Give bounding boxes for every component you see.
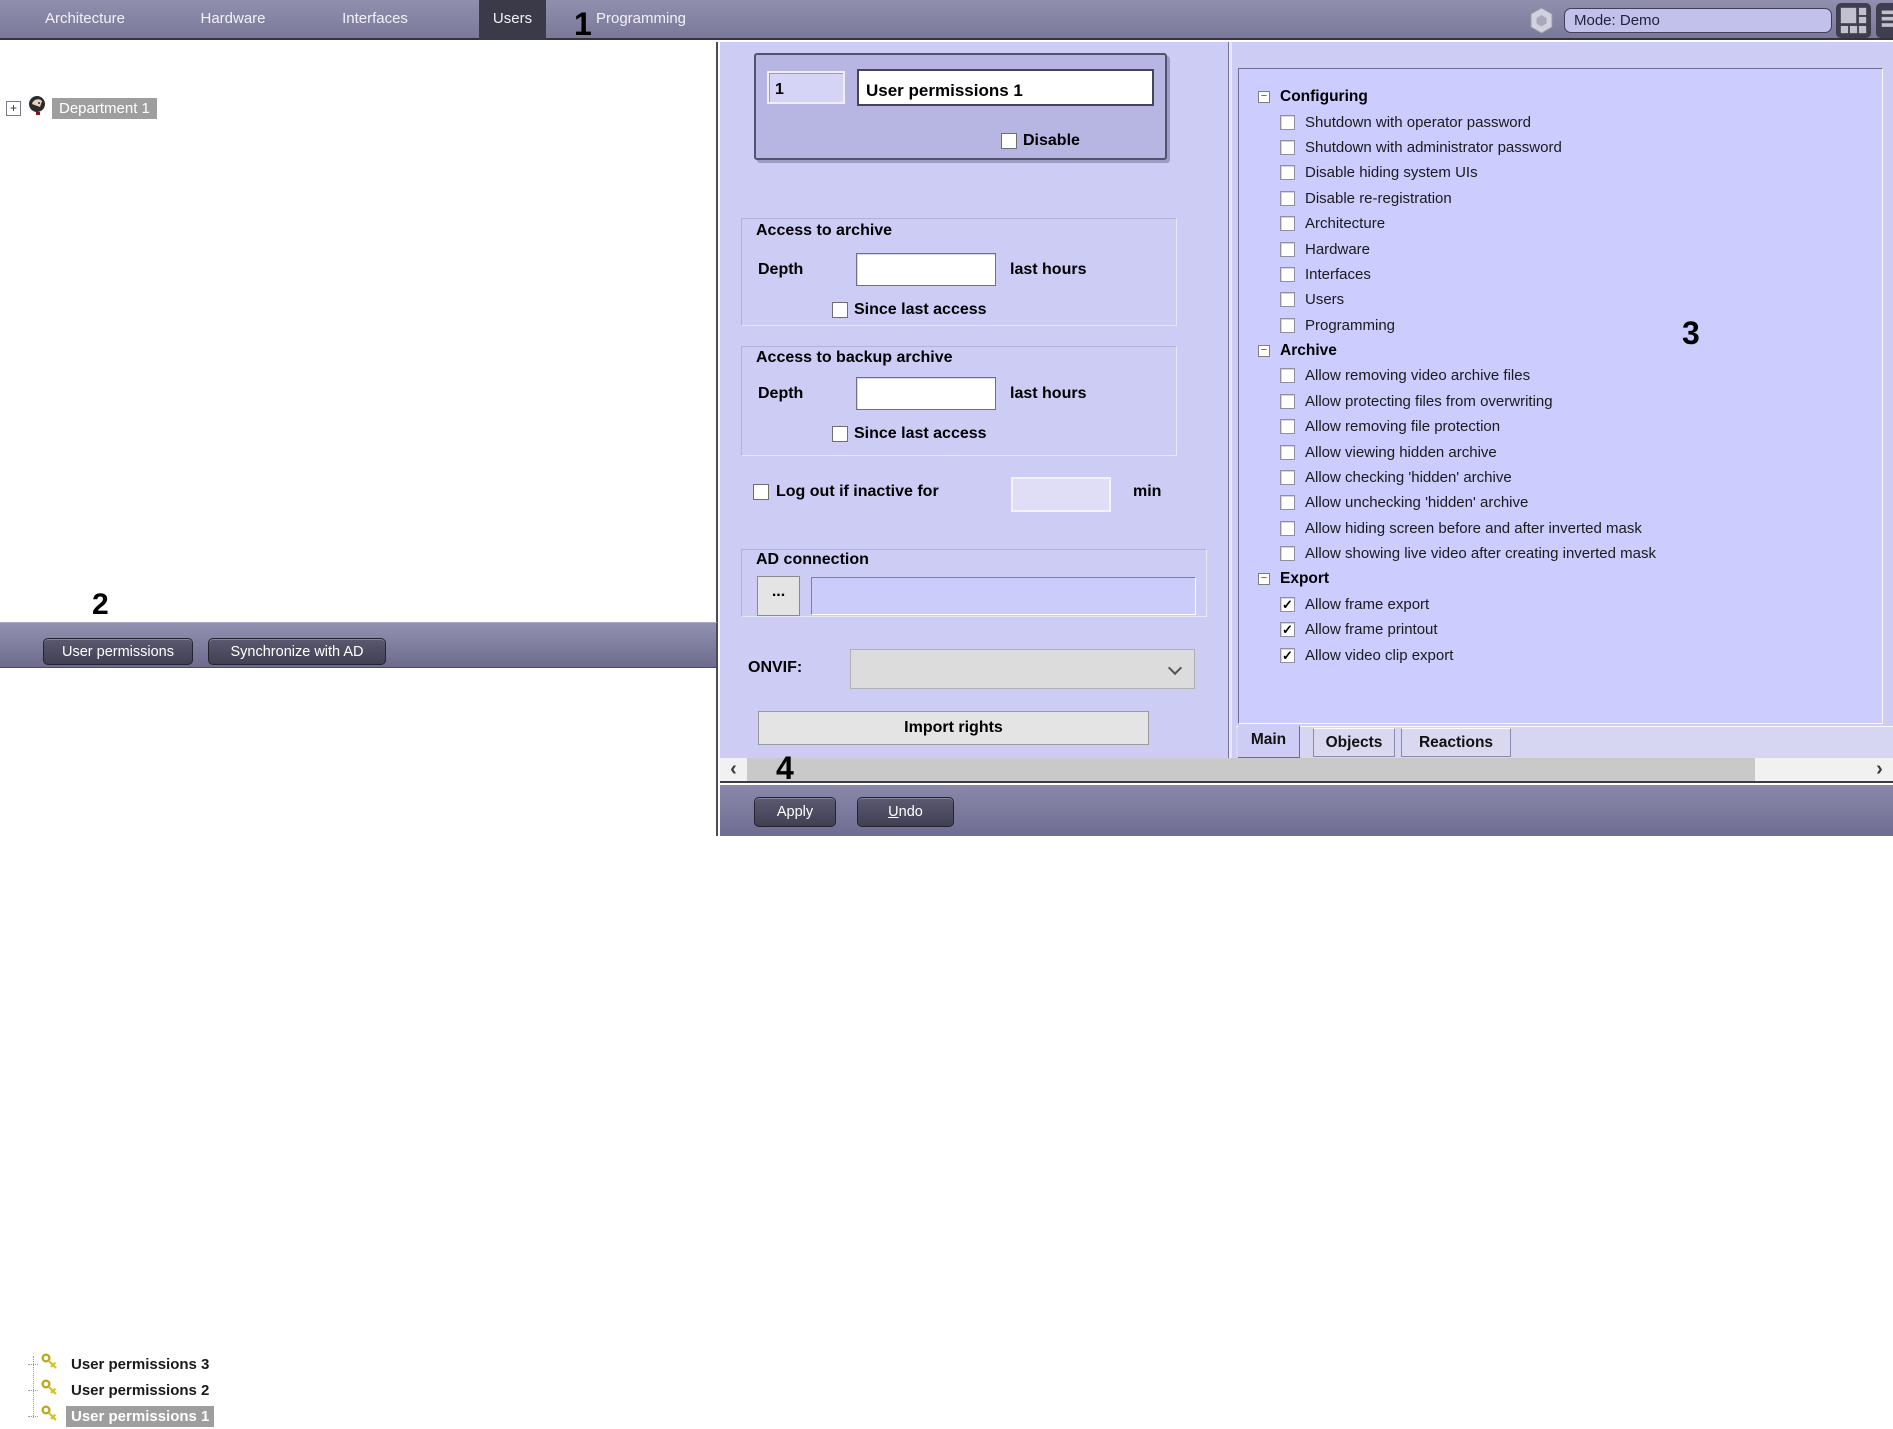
depth-label: Depth bbox=[758, 261, 804, 278]
annotation-1: 1 bbox=[574, 6, 592, 42]
since-last-access-label: Since last access bbox=[854, 425, 987, 442]
permission-label: Users bbox=[1305, 291, 1345, 309]
permission-row[interactable] bbox=[1239, 236, 1882, 261]
tab-objects[interactable]: Objects bbox=[1313, 728, 1395, 757]
permission-row[interactable] bbox=[1239, 439, 1882, 464]
list-item-selected[interactable] bbox=[28, 1404, 214, 1428]
permission-label: Allow unchecking 'hidden' archive bbox=[1305, 494, 1529, 512]
permission-row[interactable] bbox=[1239, 592, 1882, 617]
inactive-minutes-input[interactable] bbox=[1011, 477, 1111, 512]
checkbox-unchecked[interactable] bbox=[1280, 445, 1295, 460]
import-rights-button[interactable]: Import rights bbox=[758, 711, 1149, 745]
permission-row[interactable] bbox=[1239, 211, 1882, 236]
expand-plus-icon[interactable]: + bbox=[6, 101, 21, 116]
user-permissions-list bbox=[0, 668, 718, 1425]
permission-label: Allow showing live video after creating inverted mask bbox=[1305, 545, 1656, 563]
since-last-access-label: Since last access bbox=[854, 301, 987, 318]
checkbox-unchecked[interactable] bbox=[1280, 495, 1295, 510]
checkbox-unchecked[interactable] bbox=[1280, 267, 1295, 282]
permission-row[interactable] bbox=[1239, 490, 1882, 515]
permission-row[interactable] bbox=[1239, 186, 1882, 211]
permission-label: Allow checking 'hidden' archive bbox=[1305, 469, 1512, 487]
checkbox-unchecked[interactable] bbox=[1280, 292, 1295, 307]
layout-grid-button[interactable] bbox=[1836, 3, 1871, 38]
since-last-access-checkbox[interactable] bbox=[832, 426, 848, 442]
ad-connection-input[interactable] bbox=[811, 577, 1196, 615]
permission-label: Allow frame printout bbox=[1305, 621, 1438, 639]
section-title: Configuring bbox=[1280, 87, 1368, 105]
tab-main[interactable]: Main bbox=[1238, 726, 1300, 758]
permission-row[interactable] bbox=[1239, 287, 1882, 312]
ad-browse-button[interactable]: ... bbox=[757, 576, 800, 616]
last-hours-label: last hours bbox=[1010, 261, 1087, 278]
checkbox-unchecked[interactable] bbox=[1280, 546, 1295, 561]
user-permissions-button[interactable]: User permissions bbox=[43, 638, 193, 665]
permission-row[interactable] bbox=[1239, 363, 1882, 388]
permission-row[interactable] bbox=[1239, 465, 1882, 490]
checkbox-unchecked[interactable] bbox=[1280, 318, 1295, 333]
permission-row[interactable] bbox=[1239, 541, 1882, 566]
permission-label: Allow hiding screen before and after inverted mask bbox=[1305, 519, 1642, 537]
list-item[interactable] bbox=[28, 1378, 214, 1402]
tab-reactions[interactable]: Reactions bbox=[1401, 728, 1511, 757]
undo-button[interactable]: Undo bbox=[857, 797, 954, 827]
permission-row[interactable] bbox=[1239, 389, 1882, 414]
min-label: min bbox=[1133, 483, 1162, 500]
tree-node-department[interactable] bbox=[6, 96, 157, 120]
tree-node-label[interactable]: Department 1 bbox=[52, 98, 157, 119]
section-title: Export bbox=[1280, 570, 1330, 588]
annotation-4: 4 bbox=[776, 750, 794, 786]
permission-label: Allow video clip export bbox=[1305, 646, 1454, 664]
ad-connection-title: AD connection bbox=[756, 551, 869, 568]
checkbox-checked[interactable]: ✓ bbox=[1280, 597, 1295, 612]
permission-label: Allow viewing hidden archive bbox=[1305, 443, 1497, 461]
annotation-3: 3 bbox=[1682, 315, 1700, 351]
permission-label: Interfaces bbox=[1305, 265, 1371, 283]
mode-indicator[interactable]: Mode: Demo bbox=[1564, 8, 1832, 33]
permission-label: Allow frame export bbox=[1305, 596, 1430, 613]
onvif-label: ONVIF: bbox=[748, 659, 803, 676]
footer-bar bbox=[720, 785, 1893, 836]
checkbox-unchecked[interactable] bbox=[1280, 216, 1295, 231]
checkbox-unchecked[interactable] bbox=[1280, 140, 1295, 155]
panel-divider-highlight bbox=[1229, 42, 1232, 758]
backup-depth-input[interactable] bbox=[856, 377, 996, 410]
since-last-access-checkbox[interactable] bbox=[832, 302, 848, 318]
person-icon bbox=[26, 94, 48, 123]
tree-section-header[interactable] bbox=[1239, 84, 1882, 109]
rights-tree bbox=[1238, 68, 1883, 724]
checkbox-unchecked[interactable] bbox=[1280, 368, 1295, 383]
checkbox-unchecked[interactable] bbox=[1280, 419, 1295, 434]
list-item-label[interactable]: User permissions 1 bbox=[66, 1406, 214, 1427]
disable-checkbox[interactable] bbox=[1001, 133, 1017, 149]
scroll-right-arrow[interactable]: › bbox=[1876, 758, 1883, 780]
checkbox-unchecked[interactable] bbox=[1280, 115, 1295, 130]
permission-label: Allow protecting files from overwriting bbox=[1305, 392, 1553, 410]
checkbox-unchecked[interactable] bbox=[1280, 242, 1295, 257]
checkbox-unchecked[interactable] bbox=[1280, 394, 1295, 409]
menu-list-button[interactable] bbox=[1876, 3, 1893, 38]
tab-hardware[interactable]: Hardware bbox=[200, 10, 266, 27]
chevron-down-icon bbox=[1168, 661, 1182, 675]
horizontal-scrollbar[interactable] bbox=[720, 758, 1893, 783]
collapse-minus-icon[interactable]: − bbox=[1258, 573, 1270, 585]
permission-label: Disable re-registration bbox=[1305, 189, 1452, 207]
tree-section-header[interactable] bbox=[1239, 338, 1882, 363]
permission-label: Disable hiding system UIs bbox=[1305, 164, 1478, 182]
tab-interfaces[interactable]: Interfaces bbox=[342, 10, 408, 27]
permission-label: Shutdown with operator password bbox=[1305, 113, 1531, 131]
key-icon bbox=[40, 1404, 60, 1429]
permission-label: Shutdown with administrator password bbox=[1305, 138, 1562, 156]
permission-label: Programming bbox=[1305, 316, 1396, 334]
permission-row[interactable] bbox=[1239, 109, 1882, 134]
scroll-left-arrow[interactable]: ‹ bbox=[730, 758, 737, 780]
depth-label: Depth bbox=[758, 385, 804, 402]
list-item[interactable] bbox=[28, 1352, 214, 1376]
tree-section-header[interactable] bbox=[1239, 566, 1882, 591]
checkbox-unchecked[interactable] bbox=[1280, 191, 1295, 206]
permission-row[interactable] bbox=[1239, 643, 1882, 668]
onvif-dropdown[interactable] bbox=[850, 649, 1195, 689]
access-archive-title: Access to archive bbox=[756, 222, 893, 239]
permission-label: Architecture bbox=[1305, 215, 1386, 233]
list-item-label[interactable]: User permissions 3 bbox=[71, 1355, 210, 1373]
logout-inactive-checkbox[interactable] bbox=[753, 484, 769, 500]
permission-label: Allow removing video archive files bbox=[1305, 367, 1531, 385]
grid-layout-icon bbox=[1839, 6, 1868, 35]
key-icon bbox=[40, 1378, 60, 1403]
apply-button[interactable]: Apply bbox=[754, 797, 836, 827]
top-navbar bbox=[0, 0, 1893, 40]
tab-programming[interactable]: Programming bbox=[595, 10, 687, 27]
scrollbar-thumb[interactable] bbox=[747, 758, 1755, 781]
key-icon bbox=[40, 1352, 60, 1377]
checkbox-checked[interactable]: ✓ bbox=[1280, 622, 1295, 637]
permission-row[interactable] bbox=[1239, 414, 1882, 439]
permission-label: Allow removing file protection bbox=[1305, 418, 1501, 436]
object-name-field[interactable] bbox=[857, 69, 1154, 106]
last-hours-label: last hours bbox=[1010, 385, 1087, 402]
permission-row[interactable] bbox=[1239, 313, 1882, 338]
tab-users[interactable]: Users bbox=[479, 0, 546, 40]
permissions-toolbar bbox=[0, 622, 718, 668]
disable-label: Disable bbox=[1023, 132, 1080, 149]
annotation-2: 2 bbox=[92, 588, 109, 621]
list-item-label[interactable]: User permissions 2 bbox=[71, 1381, 210, 1399]
checkbox-unchecked[interactable] bbox=[1280, 165, 1295, 180]
checkbox-unchecked[interactable] bbox=[1280, 470, 1295, 485]
department-tree-panel bbox=[0, 42, 718, 622]
permission-row[interactable] bbox=[1239, 160, 1882, 185]
archive-depth-input[interactable] bbox=[856, 253, 996, 286]
permission-row[interactable] bbox=[1239, 262, 1882, 287]
section-title: Archive bbox=[1280, 341, 1337, 359]
permission-row[interactable] bbox=[1239, 135, 1882, 160]
access-backup-title: Access to backup archive bbox=[756, 349, 953, 366]
tab-architecture[interactable]: Architecture bbox=[44, 10, 126, 27]
permission-label: Hardware bbox=[1305, 240, 1371, 258]
logout-inactive-label: Log out if inactive for bbox=[776, 483, 939, 500]
checkbox-checked[interactable]: ✓ bbox=[1280, 648, 1295, 663]
list-menu-icon bbox=[1879, 6, 1893, 35]
onvif-selected-value bbox=[851, 660, 857, 677]
permission-row[interactable] bbox=[1239, 516, 1882, 541]
collapse-minus-icon[interactable]: − bbox=[1258, 345, 1270, 357]
permission-row[interactable] bbox=[1239, 617, 1882, 642]
synchronize-with-ad-button[interactable]: Synchronize with AD bbox=[208, 638, 386, 665]
app-logo-icon bbox=[1528, 7, 1555, 39]
collapse-minus-icon[interactable]: − bbox=[1258, 91, 1270, 103]
checkbox-unchecked[interactable] bbox=[1280, 521, 1295, 536]
object-id-field[interactable] bbox=[767, 71, 845, 104]
